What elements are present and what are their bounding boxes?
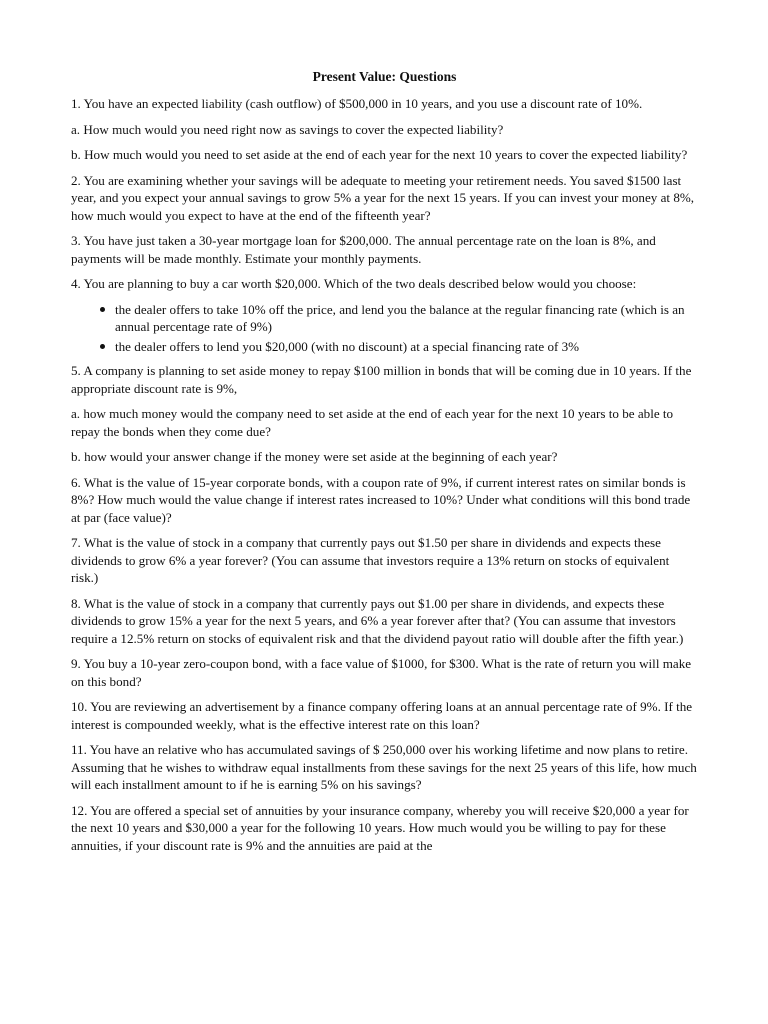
- question-10: 10. You are reviewing an advertisement by a finance company offering loans at an annual percentage rate of 9%. If the interest is compounded weekly, what is the effective interest rate on this loan?: [71, 699, 693, 732]
- question-1a: a. How much would you need right now as savings to cover the expected liability?: [71, 121, 504, 137]
- option-text: the dealer offers to lend you $20,000 (with no discount) at a special financing rate of 3%: [115, 338, 580, 354]
- option-item: [71, 338, 698, 356]
- question-9: 9. You buy a 10-year zero-coupon bond, with a face value of $1000, for $300. What is the rate of return you will make on this bond?: [71, 656, 692, 689]
- question-2: 2. You are examining whether your savings will be adequate to meeting your retirement needs. You saved $1500 last year, and you expect your annual savings to grow 5% a year for the next 15 years. If you can invest your money at 8%, how much would you expect to have at the end of the fifteenth year?: [71, 172, 695, 223]
- question-1b: b. How much would you need to set aside at the end of each year for the next 10 years to cover the expected liability?: [71, 147, 688, 162]
- option-item: [71, 301, 698, 336]
- question-8: 8. What is the value of stock in a company that currently pays out $1.00 per share in dividends, and expects these dividends to grow 15% a year for the next 5 years, and 6% a year forever after that? (You can assume that investors require a 12.5% return on stocks of equivalent risk and that the dividend payout ratio will double after the fifth year.): [71, 595, 684, 646]
- question-6: 6. What is the value of 15-year corporate bonds, with a coupon rate of 9%, if current interest rates on similar bonds is 8%? How much would the value change if interest rates increased to 10%? Under what conditions will this bond trade at par (face value)?: [71, 474, 691, 525]
- question-5: 5. A company is planning to set aside money to repay $100 million in bonds that will be coming due in 10 years. If the appropriate discount rate is 9%,: [71, 363, 692, 396]
- bullet-icon: [100, 344, 105, 349]
- question-5b: b. how would your answer change if the money were set aside at the beginning of each year?: [71, 449, 558, 464]
- question-4-options: [71, 301, 698, 356]
- question-12: 12. You are offered a special set of annuities by your insurance company, whereby you will receive $20,000 a year for the next 10 years and $30,000 a year for the following 10 years. How much would you be willing to pay for these annuities, if your discount rate is 9% and the annuities are paid at the: [71, 802, 689, 853]
- question-7: 7. What is the value of stock in a company that currently pays out $1.50 per share in dividends and expects these dividends to grow 6% a year forever? (You can assume that investors require a 13% return on stocks of equivalent risk.): [71, 535, 670, 585]
- question-5a: a. how much money would the company need to set aside at the end of each year for the next 10 years to be able to repay the bonds when they come due?: [71, 406, 674, 439]
- question-1: 1. You have an expected liability (cash outflow) of $500,000 in 10 years, and you use a discount rate of 10%.: [71, 96, 643, 111]
- question-4: 4. You are planning to buy a car worth $20,000. Which of the two deals described below would you choose:: [71, 276, 637, 291]
- question-11: 11. You have an relative who has accumulated savings of $ 250,000 over his working lifetime and now plans to retire. Assuming that he wishes to withdraw equal installments from these savings for the next 25 years of this life, how much will each installment amount to if he is earning 5% on his savings?: [71, 742, 697, 792]
- page-title: Present Value: Questions: [312, 69, 457, 84]
- question-3: 3. You have just taken a 30-year mortgage loan for $200,000. The annual percentage rate on the loan is 8%, and payments will be made monthly. Estimate your monthly payments.: [71, 233, 656, 266]
- bullet-icon: [100, 307, 105, 312]
- option-text: the dealer offers to take 10% off the price, and lend you the balance at the regular financing rate (which is an annual percentage rate of 9%): [115, 301, 685, 334]
